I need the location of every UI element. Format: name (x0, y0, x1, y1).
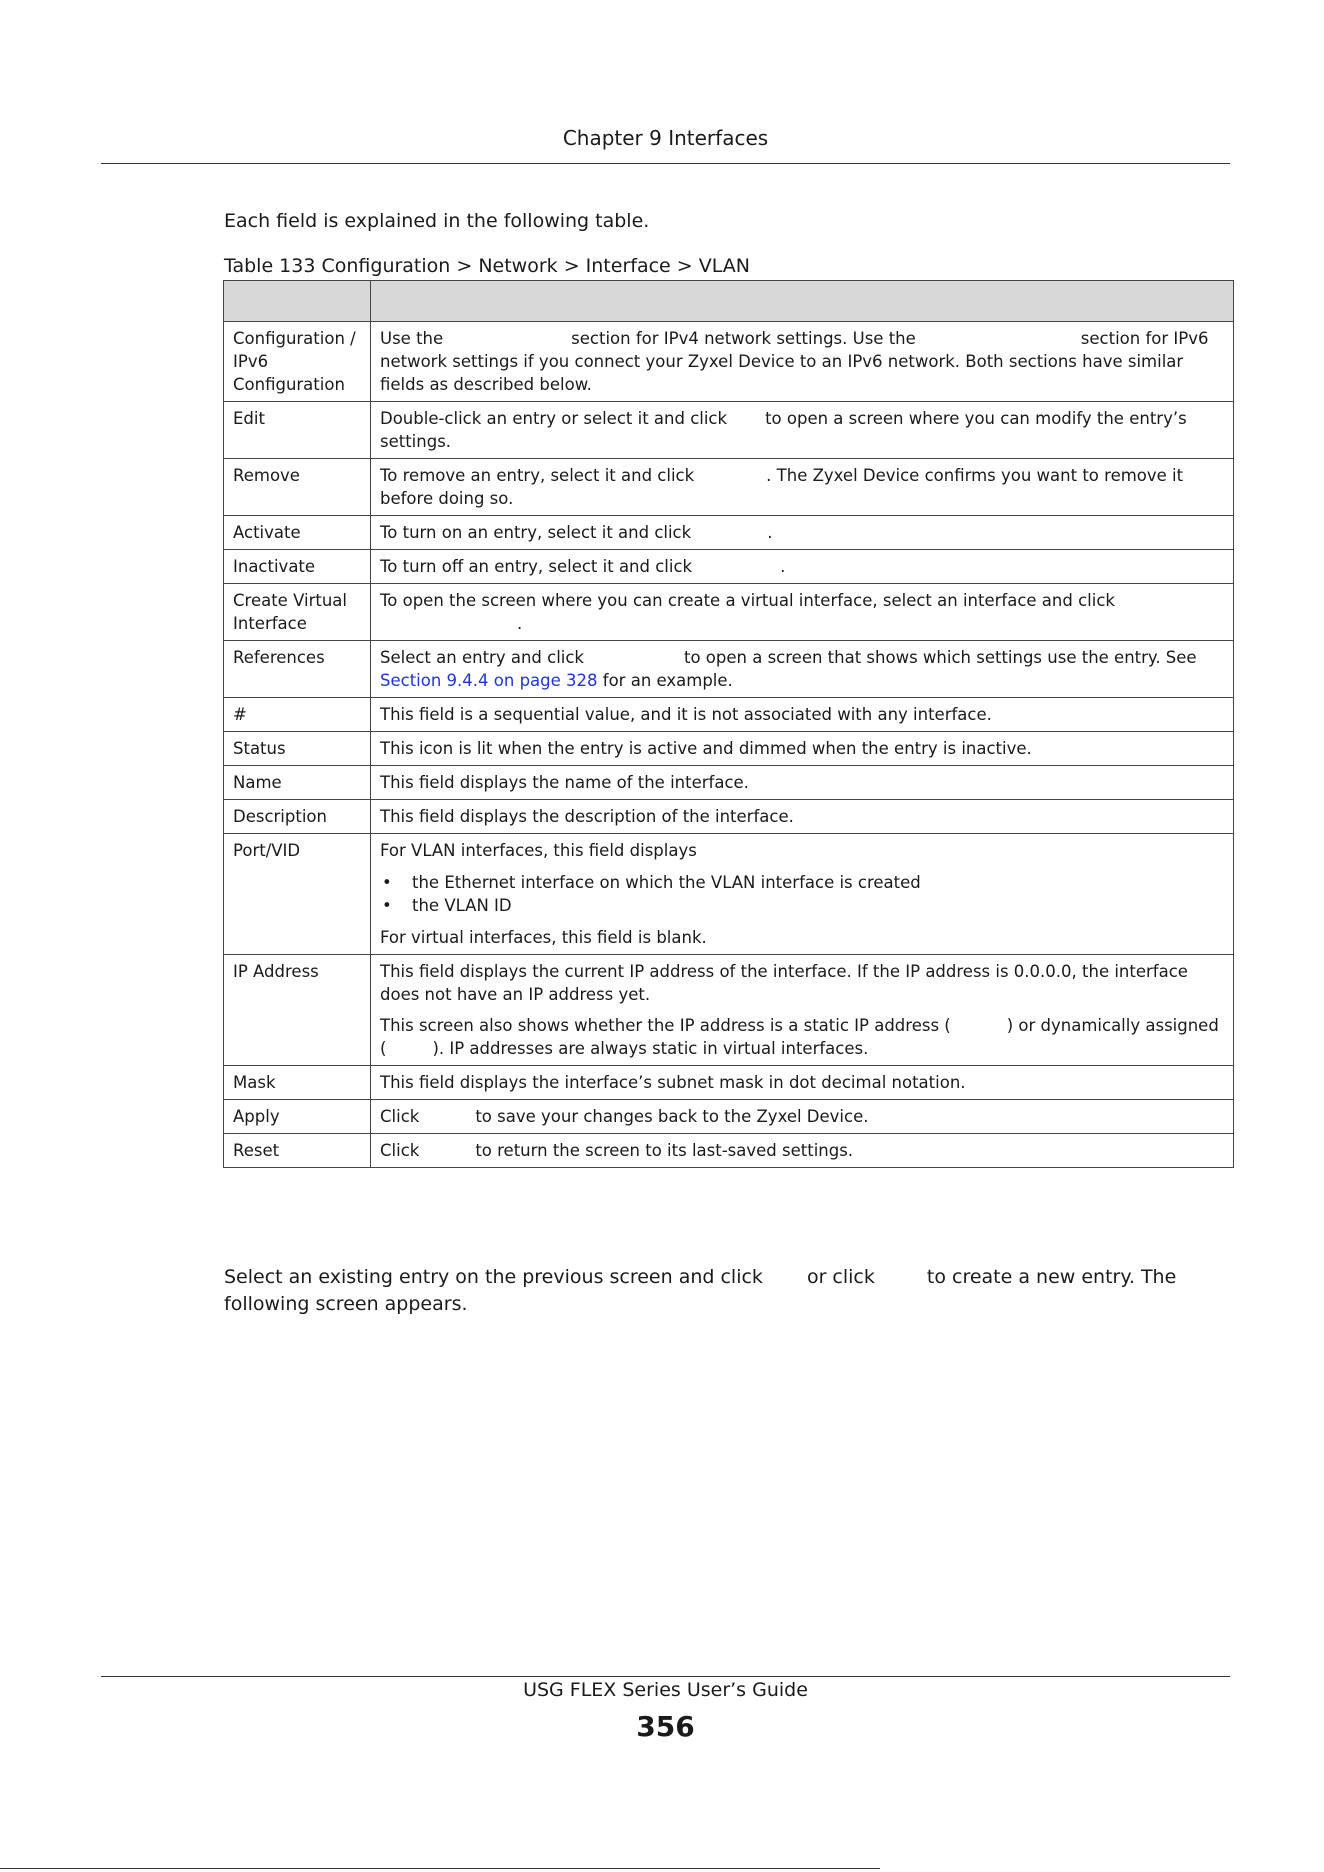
bullet-item: • the VLAN ID (380, 894, 1224, 917)
description-text: to return the screen to its last-saved settings. (475, 1141, 854, 1160)
field-label: Name (224, 766, 371, 800)
table-row (224, 955, 1234, 1066)
table-row (224, 459, 1234, 516)
body-paragraph (224, 1264, 1214, 1318)
field-description (371, 550, 1234, 584)
description-text: . The Zyxel Device confirms you want to remove it before doing so. (380, 466, 1184, 508)
field-label: Status (224, 732, 371, 766)
field-label: Reset (224, 1134, 371, 1168)
description-text: For VLAN interfaces, this field displays (380, 841, 697, 860)
field-label: IP Address (224, 955, 371, 1066)
table-header-row (224, 281, 1234, 322)
description-text: to open a screen that shows which settings use the entry. See (684, 648, 1197, 667)
table-row (224, 402, 1234, 459)
field-description (371, 516, 1234, 550)
description-text: Click (380, 1107, 420, 1126)
table-row (224, 550, 1234, 584)
field-description: This field displays the interface’s subnet mask in dot decimal notation. (371, 1066, 1234, 1100)
field-description (371, 584, 1234, 641)
table-row (224, 766, 1234, 800)
table-caption: Table 133 Configuration > Network > Interface > VLAN (224, 255, 750, 277)
footer-divider (101, 1676, 1230, 1677)
description-text: section for IPv6 network settings if you connect your Zyxel Device to an IPv6 network. Both sections have similar fields as described below. (380, 329, 1209, 394)
description-text: for an example. (602, 671, 733, 690)
header-divider (101, 163, 1230, 164)
description-text: . (767, 523, 773, 542)
table-row (224, 1066, 1234, 1100)
table-row (224, 1134, 1234, 1168)
field-label: References (224, 641, 371, 698)
description-text: . (780, 557, 786, 576)
intro-text: Each field is explained in the following table. (224, 210, 650, 232)
field-label: Edit (224, 402, 371, 459)
table-row (224, 732, 1234, 766)
description-text: Double-click an entry or select it and click (380, 409, 728, 428)
field-label: Remove (224, 459, 371, 516)
paragraph-text: Select an existing entry on the previous screen and click (224, 1266, 763, 1288)
chapter-header: Chapter 9 Interfaces (562, 126, 769, 150)
field-description: This field displays the name of the interface. (371, 766, 1234, 800)
description-text: to save your changes back to the Zyxel Device. (475, 1107, 869, 1126)
header-cell-description (371, 281, 1234, 322)
field-label: Mask (224, 1066, 371, 1100)
description-text: to open a screen where you can modify the entry’s settings. (380, 409, 1187, 451)
paragraph-text: to create a new entry. The following screen appears. (224, 1266, 1177, 1315)
field-table (223, 280, 1234, 1168)
description-text: For virtual interfaces, this field is blank. (380, 928, 707, 947)
field-label: Description (224, 800, 371, 834)
field-description (371, 322, 1234, 402)
field-label: Create Virtual Interface (224, 584, 371, 641)
bullet-list (380, 871, 1224, 917)
description-text: Click (380, 1141, 420, 1160)
description-text: Select an entry and click (380, 648, 584, 667)
description-text: This field displays the current IP address of the interface. If the IP address is 0.0.0.0, the interface does not have an IP address yet. (380, 962, 1188, 1004)
description-text: ) or dynamically assigned ( (380, 1016, 1219, 1058)
field-label: # (224, 698, 371, 732)
field-description: This field is a sequential value, and it is not associated with any interface. (371, 698, 1234, 732)
description-text (380, 1014, 1224, 1060)
table-row (224, 322, 1234, 402)
field-description (371, 1100, 1234, 1134)
field-description (371, 459, 1234, 516)
description-text: To turn on an entry, select it and click (380, 523, 692, 542)
field-description: This icon is lit when the entry is active and dimmed when the entry is inactive. (371, 732, 1234, 766)
field-description (371, 1134, 1234, 1168)
page-number: 356 (636, 1710, 695, 1743)
table-row (224, 584, 1234, 641)
field-description: This field displays the description of the interface. (371, 800, 1234, 834)
table-row (224, 516, 1234, 550)
bullet-item: • the Ethernet interface on which the VLAN interface is created (380, 871, 1224, 894)
table-row (224, 1100, 1234, 1134)
description-text: Use the (380, 329, 444, 348)
table-row (224, 800, 1234, 834)
field-description (371, 641, 1234, 698)
field-description (371, 402, 1234, 459)
description-text: section for IPv4 network settings. Use the (571, 329, 916, 348)
paragraph-text: or click (806, 1266, 875, 1288)
field-label: Port/VID (224, 834, 371, 955)
table-row (224, 698, 1234, 732)
description-text: To turn off an entry, select it and click (380, 557, 693, 576)
field-description (371, 834, 1234, 955)
bottom-divider (0, 1868, 880, 1869)
table-row (224, 834, 1234, 955)
description-text: To remove an entry, select it and click (380, 466, 695, 485)
section-link[interactable]: Section 9.4.4 on page 328 (380, 671, 598, 690)
description-text: This screen also shows whether the IP address is a static IP address ( (380, 1016, 951, 1035)
description-text: ). IP addresses are always static in virtual interfaces. (432, 1039, 869, 1058)
field-label: Configuration / IPv6 Configuration (224, 322, 371, 402)
description-text: . (517, 614, 523, 633)
header-cell-label (224, 281, 371, 322)
table-row (224, 641, 1234, 698)
guide-title: USG FLEX Series User’s Guide (523, 1679, 808, 1701)
field-label: Activate (224, 516, 371, 550)
field-label: Apply (224, 1100, 371, 1134)
field-description (371, 955, 1234, 1066)
field-label: Inactivate (224, 550, 371, 584)
description-text: To open the screen where you can create a virtual interface, select an interface and click (380, 591, 1115, 610)
